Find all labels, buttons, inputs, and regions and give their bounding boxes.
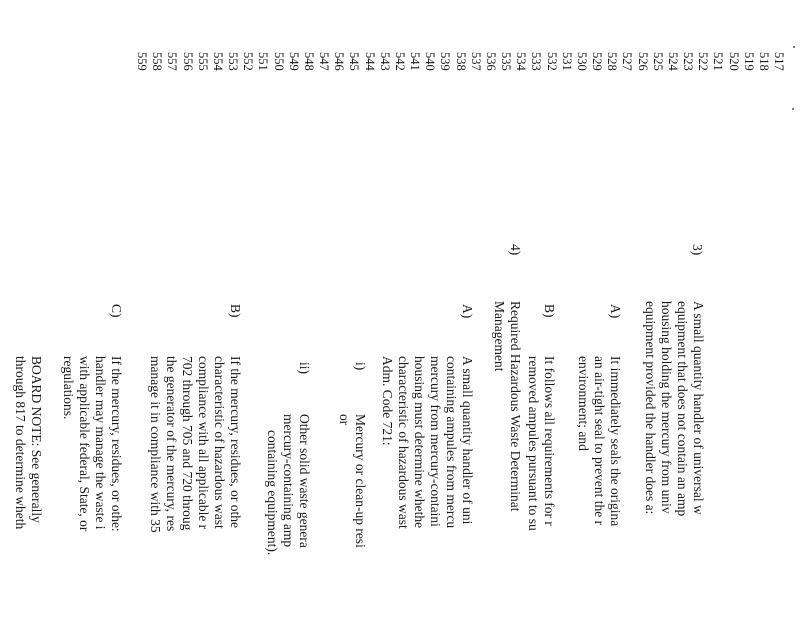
line-number: 543 <box>378 52 392 71</box>
paragraph-line: characteristic of hazardous wast <box>212 356 227 529</box>
line-number: 530 <box>575 52 589 71</box>
item-label: A) <box>460 304 475 319</box>
paragraph-line: manage it in compliance with 35 <box>148 356 163 533</box>
line-number: 545 <box>347 52 361 71</box>
line-number: 524 <box>666 52 680 71</box>
paragraph-line: A small quantity handler of universal w <box>691 301 706 515</box>
paragraph-line: containing ampules from mercu <box>444 356 459 529</box>
paragraph-line: characteristic of hazardous wast <box>396 356 411 529</box>
line-number: 540 <box>423 52 437 71</box>
paragraph-line: compliance with all applicable r <box>196 356 211 530</box>
line-number: 554 <box>211 52 225 71</box>
paragraph-line: with applicable federal, State, or <box>77 356 92 532</box>
paragraph-line: handler may manage the waste i <box>93 356 108 530</box>
line-number: 541 <box>408 52 422 71</box>
board-note-line: through 817 to determine wheth <box>13 356 28 530</box>
line-number: 529 <box>590 52 604 71</box>
line-number: 550 <box>272 52 286 71</box>
line-number: 542 <box>393 52 407 71</box>
line-number: 534 <box>514 52 528 71</box>
paragraph-line: housing must determine whethe <box>412 356 427 529</box>
paragraph-line: mercury-containing amp <box>281 414 296 548</box>
paragraph-line: It immediately seals the origina <box>608 356 623 527</box>
line-number: 558 <box>150 52 164 71</box>
paragraph-line: an air-tight seal to prevent the r <box>592 356 607 526</box>
line-number: 548 <box>302 52 316 71</box>
line-number: 528 <box>605 52 619 71</box>
line-number: 531 <box>560 52 574 71</box>
line-number: 532 <box>545 52 559 71</box>
paragraph-line: Mercury or clean-up resi <box>353 414 368 548</box>
line-number: 519 <box>742 52 756 71</box>
paragraph-line: or <box>337 414 352 426</box>
board-note-line: BOARD NOTE: See generally <box>29 356 44 523</box>
line-number: 537 <box>469 52 483 71</box>
line-number: 553 <box>226 52 240 71</box>
line-number: 551 <box>256 52 270 71</box>
paragraph-line: containing equipment). <box>265 430 280 556</box>
line-number: 520 <box>727 52 741 71</box>
paragraph-line: It follows all requirements for r <box>542 356 557 526</box>
line-number: 538 <box>454 52 468 71</box>
line-number: 559 <box>135 52 149 71</box>
paragraph-line: Required Hazardous Waste Determinat <box>508 301 523 512</box>
line-number: 556 <box>181 52 195 71</box>
line-number: 518 <box>757 52 771 71</box>
scan-speck <box>792 108 794 110</box>
line-number: 535 <box>499 52 513 71</box>
paragraph-line: regulations. <box>61 356 76 420</box>
line-number: 536 <box>484 52 498 71</box>
paragraph-line: Management <box>492 301 507 372</box>
line-number: 527 <box>620 52 634 71</box>
paragraph-line: If the mercury, residues, or othe: <box>109 356 124 532</box>
item-label: i) <box>353 362 368 371</box>
paragraph-line: mercury from mercury-containi <box>428 356 443 527</box>
line-number: 547 <box>317 52 331 71</box>
line-number: 546 <box>332 52 346 71</box>
item-label: C) <box>109 304 124 318</box>
paragraph-line: environment; and <box>576 356 591 451</box>
line-number: 533 <box>529 52 543 71</box>
paragraph-line: equipment provided the handler does a: <box>643 301 658 515</box>
line-number: 552 <box>241 52 255 71</box>
line-number: 526 <box>636 52 650 71</box>
line-number: 539 <box>438 52 452 71</box>
item-label: B) <box>542 304 557 318</box>
item-label: B) <box>228 304 243 318</box>
scan-speck <box>793 46 795 48</box>
item-label: 4) <box>508 244 523 256</box>
paragraph-line: removed ampules pursuant to su <box>526 356 541 531</box>
line-number: 555 <box>196 52 210 71</box>
line-number: 522 <box>696 52 710 71</box>
item-label: 3) <box>690 244 705 256</box>
item-label: A) <box>608 304 623 319</box>
paragraph-line: A small quantity handler of uni <box>460 356 475 525</box>
line-number: 523 <box>681 52 695 71</box>
paragraph-line: Other solid waste genera <box>297 414 312 548</box>
paragraph-line: housing holding the mercury from univ <box>659 301 674 514</box>
paragraph-line: Adm. Code 721: <box>380 356 395 446</box>
line-number: 521 <box>711 52 725 71</box>
line-number: 549 <box>287 52 301 71</box>
paragraph-line: equipment that does not contain an amp <box>675 301 690 517</box>
paragraph-line: the generator of the mercury, res <box>164 356 179 532</box>
line-number: 517 <box>772 52 786 71</box>
paragraph-line: If the mercury, residues, or othe <box>228 356 243 528</box>
paragraph-line: 702 through 705 and 720 throug <box>180 356 195 531</box>
line-number: 557 <box>165 52 179 71</box>
line-number: 525 <box>651 52 665 71</box>
line-number: 544 <box>363 52 377 71</box>
item-label: ii) <box>297 362 312 374</box>
